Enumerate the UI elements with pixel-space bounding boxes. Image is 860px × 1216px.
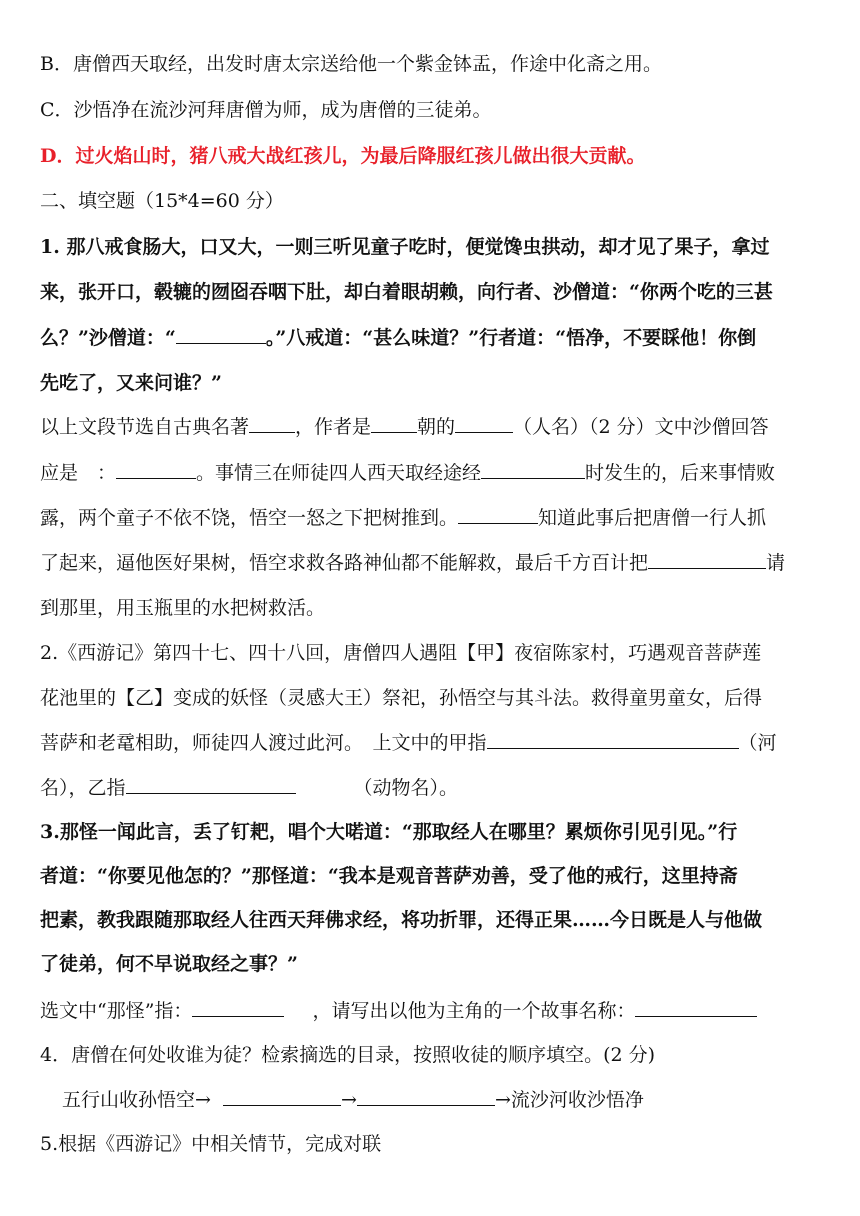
q4-text-line-1: 4．唐僧在何处收谁为徒？检索摘选的目录，按照收徒的顺序填空。(2 分) (40, 1044, 656, 1066)
q1-prompt-text: 。事情三在师徒四人西天取经途经 (196, 462, 482, 484)
option-b: B．唐僧西天取经，出发时唐太宗送给他一个紫金钵盂，作途中化斋之用。 (40, 53, 662, 75)
q1-quote-start: 么？”沙僧道：“ (40, 327, 176, 349)
q1-blank-reply[interactable] (116, 460, 196, 479)
q2-text-line-2: 花池里的【乙】变成的妖怪（灵感大王）祭祀，孙悟空与其斗法。救得童男童女，后得 (40, 687, 763, 709)
q2-text-line-3 (40, 720, 830, 766)
option-c: C．沙悟净在流沙河拜唐僧为师，成为唐僧的三徒弟。 (40, 99, 492, 121)
q3-blank-monster[interactable] (192, 998, 284, 1017)
q4-seq-text: → (341, 1089, 357, 1111)
q1-blank-author[interactable] (455, 414, 513, 433)
q4-blank-third[interactable] (357, 1087, 495, 1106)
q3-text-line-3: 把素，教我跟随那取经人往西天拜佛求经，将功折罪，还得正果……今日既是人与他做 (40, 909, 763, 931)
q1-prompt-line-2 (40, 450, 830, 496)
q4-sequence-line (62, 1077, 822, 1123)
option-d-answer: D．过火焰山时，猪八戒大战红孩儿，为最后降服红孩儿做出很大贡献。 (40, 145, 646, 167)
q4-seq-text: 五行山收孙悟空→ (62, 1089, 211, 1111)
q5-text-line-1: 5.根据《西游记》中相关情节，完成对联 (40, 1133, 382, 1155)
q1-blank-rescuer[interactable] (648, 550, 766, 569)
q1-prompt-text: 应是 ： (40, 462, 117, 484)
q3-prompt-text: 选文中“那怪”指： (40, 1000, 193, 1022)
q1-prompt-line-5: 到那里，用玉瓶里的水把树救活。 (40, 597, 326, 619)
q1-prompt-text: 了起来，逼他医好果树，悟空求救各路神仙都不能解救，最后千方百计把 (40, 552, 649, 574)
q2-text: 菩萨和老鼋相助，师徒四人渡过此河。 上文中的甲指 (40, 732, 487, 754)
q1-prompt-text: 朝的 (417, 416, 456, 438)
q1-blank-book[interactable] (249, 414, 295, 433)
q1-prompt-line-3 (40, 495, 830, 541)
q2-text: （动物名）。 (353, 777, 459, 799)
q2-text-line-1: 2.《西游记》第四十七、四十八回，唐僧四人遇阻【甲】夜宿陈家村，巧遇观音菩萨莲 (40, 642, 762, 664)
q2-text: 名），乙指 (40, 777, 126, 799)
q3-text-line-2: 者道：“你要见他怎的？”那怪道：“我本是观音菩萨劝善，受了他的戒行，这里持斋 (40, 865, 738, 887)
q3-blank-story[interactable] (635, 998, 757, 1017)
q1-prompt-text: 知道此事后把唐僧一行人抓 (538, 507, 767, 529)
q1-blank-person[interactable] (458, 505, 538, 524)
q2-text: （河 (738, 732, 777, 754)
q1-prompt-text: 请 (766, 552, 786, 574)
q3-text-line-1: 3.那怪一闻此言，丢了钉耙，唱个大喏道：“那取经人在哪里？累烦你引见引见。”行 (40, 821, 738, 843)
q1-text-line-2: 来，张开口，毂辘的囫囵吞咽下肚，却白着眼胡赖，向行者、沙僧道：“你两个吃的三甚 (40, 281, 773, 303)
q3-prompt-line (40, 988, 830, 1034)
q1-prompt-text: （人名）（2 分）文中沙僧回答 (513, 416, 769, 438)
q3-text-line-4: 了徒弟，何不早说取经之事？” (40, 953, 298, 975)
q1-quote-end: 。”八戒道：“甚么味道？”行者道：“悟净，不要睬他！你倒 (265, 327, 757, 349)
section-2-title: 二、填空题（15*4=60 分） (40, 190, 284, 212)
q1-prompt-line-1 (40, 404, 830, 450)
q1-prompt-text: ，作者是 (295, 416, 372, 438)
q1-text-line-4: 先吃了，又来问谁？” (40, 372, 222, 394)
q2-text-line-4 (40, 765, 830, 811)
q1-prompt-text: 露，两个童子不依不饶，悟空一怒之下把树推到。 (40, 507, 459, 529)
q1-prompt-text: 以上文段节选自古典名著 (40, 416, 250, 438)
q1-blank-dynasty[interactable] (371, 414, 417, 433)
q1-blank-answer[interactable] (176, 325, 266, 344)
q1-prompt-text: 时发生的，后来事情败 (585, 462, 776, 484)
q4-blank-second[interactable] (223, 1087, 341, 1106)
q2-blank-river[interactable] (487, 730, 739, 749)
q3-prompt-text: ，请写出以他为主角的一个故事名称： (312, 1000, 636, 1022)
q4-seq-text: →流沙河收沙悟净 (494, 1089, 644, 1111)
q1-prompt-line-4 (40, 540, 830, 586)
q2-blank-animal[interactable] (126, 775, 296, 794)
q1-text-line-1: 1. 那八戒食肠大，口又大，一则三听见童子吃时，便觉馋虫拱动，却才见了果子，拿过 (40, 236, 770, 258)
q1-blank-place[interactable] (481, 460, 585, 479)
q1-text-line-3 (40, 315, 830, 361)
